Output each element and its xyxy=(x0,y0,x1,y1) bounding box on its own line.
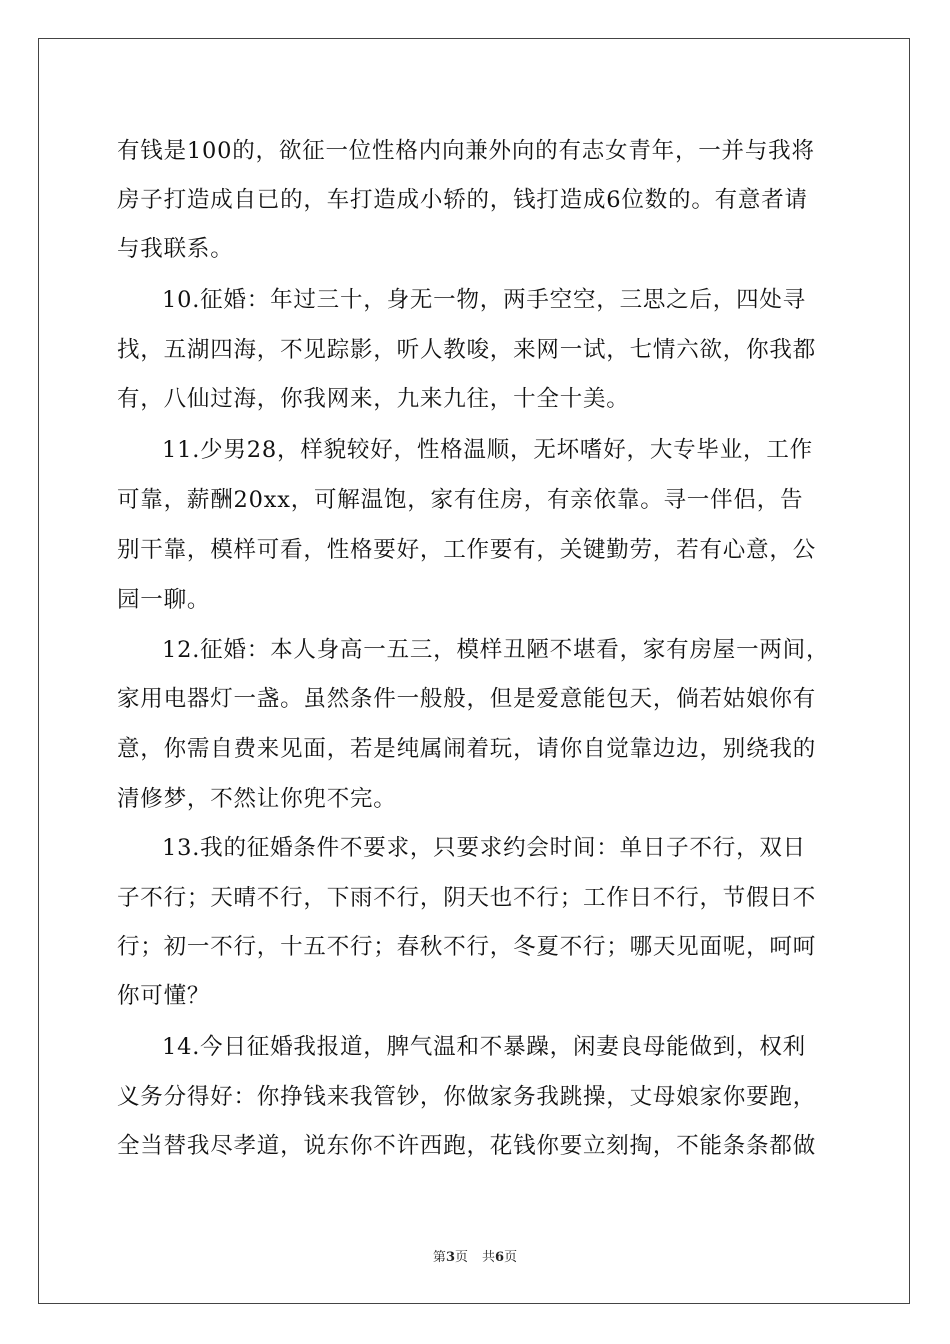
text-line: 意，你需自费来见面，若是纯属闹着玩，请你自觉靠边边，别绕我的 xyxy=(117,736,817,762)
text-line: 找，五湖四海，不见踪影，听人教唆，来网一试，七情六欲，你我都 xyxy=(117,337,817,363)
paragraph-first-line: 13.我的征婚条件不要求，只要求约会时间：单日子不行，双日 xyxy=(162,835,806,861)
page-footer xyxy=(0,1246,950,1265)
text-line: 园一聊。 xyxy=(117,587,211,613)
text-line: 子不行；天晴不行，下雨不行，阴天也不行；工作日不行，节假日不 xyxy=(117,885,817,911)
paragraph-first-line: 11.少男28，样貌较好，性格温顺，无坏嗜好，大专毕业，工作 xyxy=(162,437,813,463)
page-total-prefix: 共 xyxy=(482,1250,496,1265)
text-line: 你可懂？ xyxy=(117,983,211,1009)
page-total-suffix: 页 xyxy=(504,1250,518,1265)
text-line: 有，八仙过海，你我网来，九来九往，十全十美。 xyxy=(117,386,630,412)
page-border xyxy=(38,38,910,1304)
text-line: 有钱是100的，欲征一位性格内向兼外向的有志女青年，一并与我将 xyxy=(117,138,815,164)
page-number-current: 3 xyxy=(445,1250,455,1265)
paragraph-first-line: 12.征婚：本人身高一五三，模样丑陋不堪看，家有房屋一两间， xyxy=(162,637,830,663)
text-line: 全当替我尽孝道，说东你不许西跑，花钱你要立刻掏，不能条条都做 xyxy=(117,1133,817,1159)
page-number-prefix: 第 xyxy=(432,1250,446,1265)
text-line: 房子打造成自已的，车打造成小轿的，钱打造成6位数的。有意者请 xyxy=(117,187,808,213)
text-line: 与我联系。 xyxy=(117,236,234,262)
text-line: 家用电器灯一盏。虽然条件一般般，但是爱意能包天，倘若姑娘你有 xyxy=(117,686,817,712)
text-line: 义务分得好：你挣钱来我管钞，你做家务我跳操，丈母娘家你要跑， xyxy=(117,1084,817,1110)
paragraph-first-line: 10.征婚：年过三十，身无一物，两手空空，三思之后，四处寻 xyxy=(162,287,806,313)
text-line: 可靠，薪酬20xx，可解温饱，家有住房，有亲依靠。寻一伴侣，告 xyxy=(117,487,804,513)
text-line: 别干靠，模样可看，性格要好，工作要有，关键勤劳，若有心意，公 xyxy=(117,537,817,563)
text-line: 清修梦，不然让你兜不完。 xyxy=(117,786,397,812)
paragraph-first-line: 14.今日征婚我报道，脾气温和不暴躁，闲妻良母能做到，权利 xyxy=(162,1034,806,1060)
text-line: 行；初一不行，十五不行；春秋不行，冬夏不行；哪天见面呢，呵呵 xyxy=(117,934,817,960)
page-number-total: 6 xyxy=(495,1250,505,1265)
page-number-suffix: 页 xyxy=(454,1250,468,1265)
